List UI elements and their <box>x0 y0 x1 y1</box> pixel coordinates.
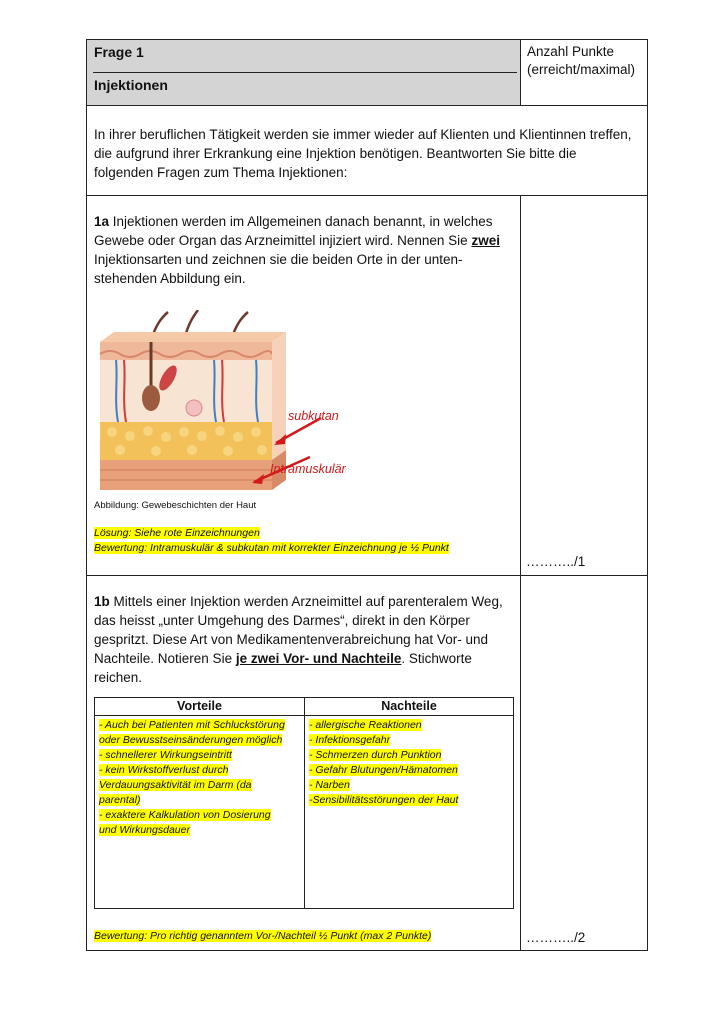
intro-line-2: die aufgrund ihrer Erkrankung eine Injektion benötigen. Beantworten Sie bitte die <box>94 146 577 161</box>
col-header-disadvantages: Nachteile <box>381 699 437 713</box>
intro-line-1: In ihrer beruflichen Tätigkeit werden sie immer wieder auf Klienten und Klientinnen treffen, <box>94 127 632 142</box>
q1b-line-3: gespritzt. Diese Art von Medikamentenverabreichung hat Vor- und <box>94 632 488 647</box>
row-line-3 <box>86 575 648 576</box>
frame-bottom <box>86 950 648 951</box>
q1a-line-4: stehenden Abbildung ein. <box>94 271 246 286</box>
list-item: - Schmerzen durch Punktion <box>309 749 442 761</box>
row-line-1 <box>86 105 648 106</box>
list-item: - Auch bei Patienten mit Schluckstörung <box>99 719 285 731</box>
q1a-solution: Lösung: Siehe rote Einzeichnungen <box>94 527 260 539</box>
q1a-points[interactable]: ………../1 <box>526 554 586 569</box>
q1b-emphasis: je zwei Vor- und Nachteile <box>235 651 402 666</box>
question-label: Frage 1 <box>94 44 144 60</box>
q1a-line-3: Injektionsarten und zeichnen sie die beiden Orte in der unten- <box>94 252 463 267</box>
frame-top <box>86 39 648 40</box>
q1b-line-5: reichen. <box>94 670 143 685</box>
frame-right <box>647 39 648 951</box>
row-line-2 <box>86 195 648 196</box>
q1b-points[interactable]: ………../2 <box>526 930 586 945</box>
table-column-line <box>304 698 305 908</box>
list-item: - allergische Reaktionen <box>309 719 422 731</box>
header-inner-line <box>93 72 517 73</box>
label-intramuskular: Intramuskulär <box>270 462 346 476</box>
list-item: - Gefahr Blutungen/Hämatomen <box>309 764 458 776</box>
list-item: - schnellerer Wirkungseintritt <box>99 749 232 761</box>
q1a-line-1: 1a Injektionen werden im Allgemeinen danach benannt, in welches <box>94 214 493 229</box>
list-item: oder Bewusstseinsänderungen möglich <box>99 734 283 746</box>
list-item: und Wirkungsdauer <box>99 824 190 836</box>
list-item: -Sensibilitätsstörungen der Haut <box>309 794 459 806</box>
advantages-table <box>94 697 514 909</box>
q1b-number: 1b <box>94 594 110 609</box>
list-item: - Narben <box>309 779 350 791</box>
list-item: parental) <box>99 794 141 806</box>
advantages-list <box>99 718 301 838</box>
q1a-emphasis: zwei <box>471 233 500 248</box>
frame-left <box>86 39 87 951</box>
q1b-line-4: Nachteile. Notieren Sie je zwei Vor- und Nachteile. Stichworte <box>94 651 472 666</box>
col-header-advantages: Vorteile <box>177 699 222 713</box>
q1a-rating: Bewertung: Intramuskulär & subkutan mit korrekter Einzeichnung je ½ Punkt <box>94 542 449 554</box>
list-item: Verdauungsaktivität im Darm (da <box>99 779 252 791</box>
list-item: - exaktere Kalkulation von Dosierung <box>99 809 271 821</box>
header-divider <box>520 39 521 105</box>
q1a-number: 1a <box>94 214 110 229</box>
q1a-line-2: Gewebe oder Organ das Arzneimittel injiziert wird. Nennen Sie zwei <box>94 233 500 248</box>
disadvantages-list <box>309 718 509 808</box>
points-header-line1: Anzahl Punkte <box>527 44 615 59</box>
q1b-line-2: das heisst „unter Umgehung des Darmes“, direkt in den Körper <box>94 613 470 628</box>
figure-caption: Abbildung: Gewebeschichten der Haut <box>94 500 257 511</box>
list-item: - kein Wirkstoffverlust durch <box>99 764 229 776</box>
q1b-rating: Bewertung: Pro richtig genanntem Vor-/Nachteil ½ Punkt (max 2 Punkte) <box>94 930 432 942</box>
topic-title: Injektionen <box>94 77 168 93</box>
list-item: - Infektionsgefahr <box>309 734 391 746</box>
label-subkutan: subkutan <box>288 409 339 423</box>
q1b-line-1: 1b Mittels einer Injektion werden Arzneimittel auf parenteralem Weg, <box>94 594 503 609</box>
points-divider <box>520 195 521 951</box>
intro-line-3: folgenden Fragen zum Thema Injektionen: <box>94 165 348 180</box>
points-header-line2: (erreicht/maximal) <box>527 62 636 77</box>
